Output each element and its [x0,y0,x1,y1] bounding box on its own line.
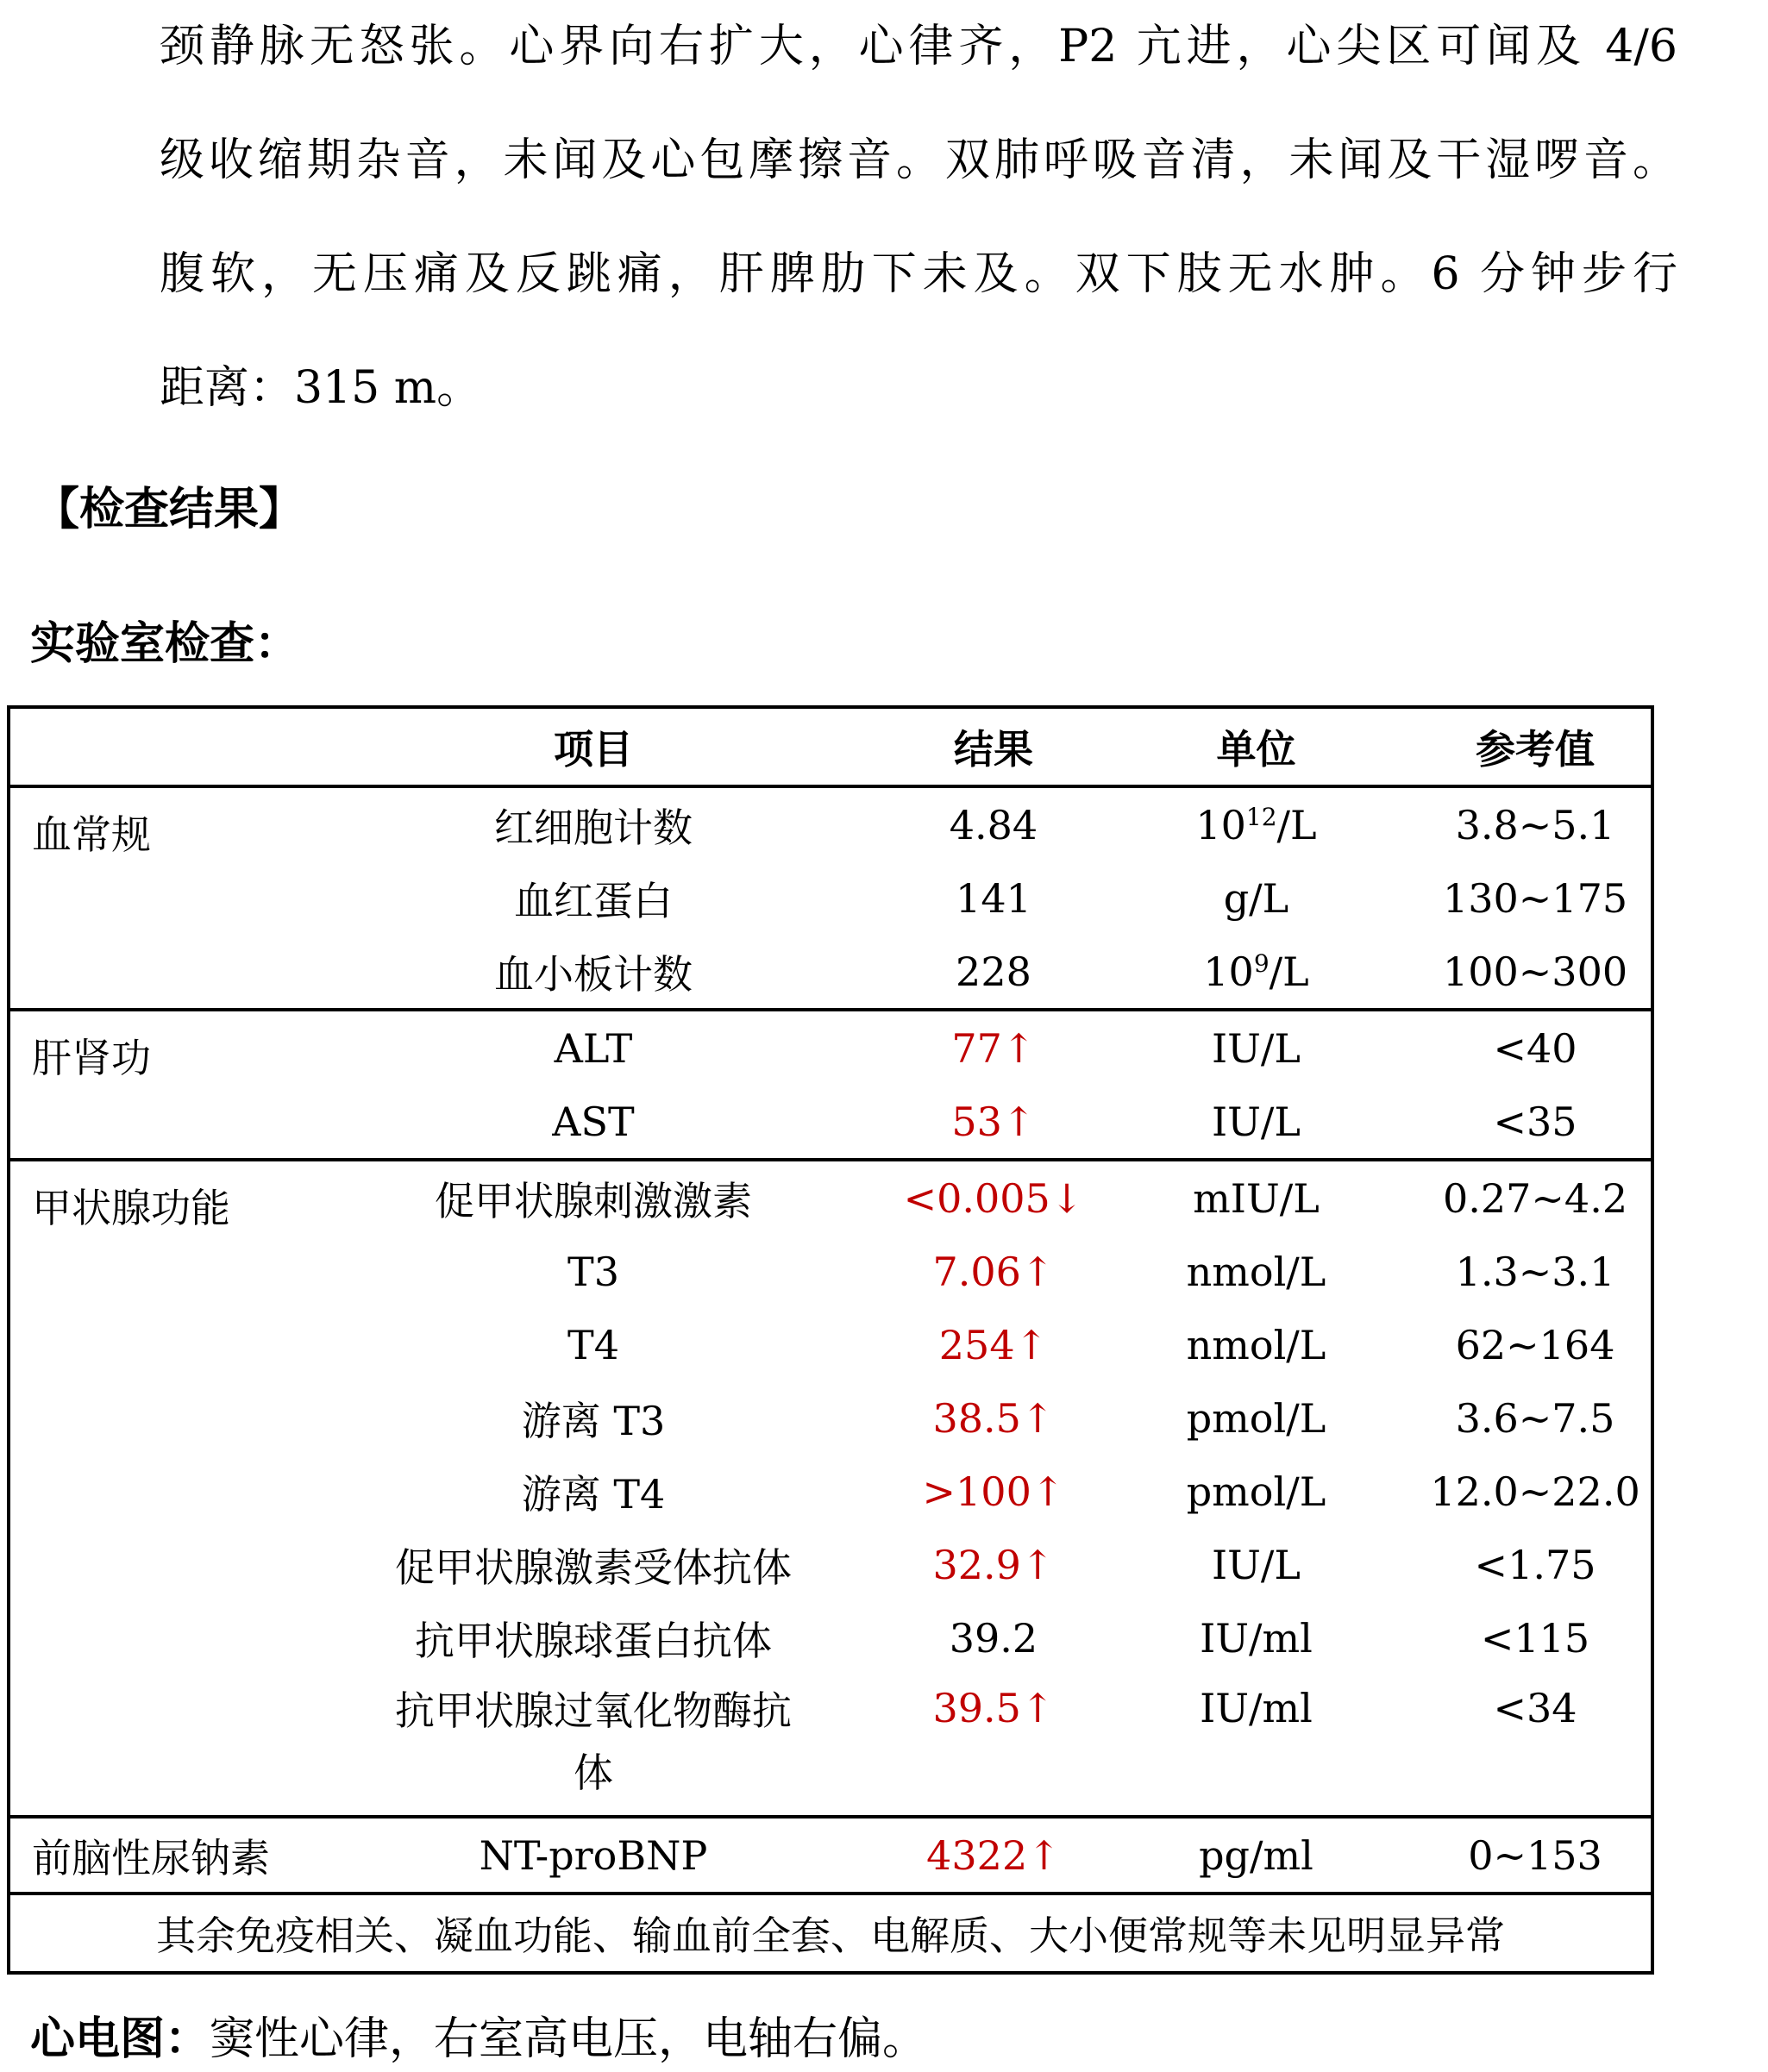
exam-line-2: 级收缩期杂音，未闻及心包摩擦音。双肺呼吸音清，未闻及干湿啰音。 [160,135,1677,186]
ecg-label: 心电图： [30,2013,210,2065]
header-reference: 参考值 [1420,707,1652,786]
item-result: <0.005↓ [903,1174,1084,1222]
item-name: 血小板计数 [292,935,894,1010]
item-result: 38.5↑ [932,1394,1055,1442]
section-title: 【检查结果】 [34,484,304,535]
item-result: 39.5↑ [894,1675,1093,1817]
lab-title: 实验室检查： [30,618,300,670]
item-reference: 3.8~5.1 [1455,801,1615,848]
item-reference: 130~175 [1442,874,1628,922]
item-reference: <35 [1420,1085,1652,1160]
item-unit: pmol/L [1186,1468,1326,1515]
header-result: 结果 [894,707,1093,786]
item-unit: pg/ml [1093,1817,1420,1894]
item-reference: 1.3~3.1 [1455,1248,1615,1295]
item-unit: $10^9/L$ [1093,935,1420,1010]
item-name: T4 [567,1321,619,1368]
item-result: 228 [894,935,1093,1010]
item-reference: 12.0~22.0 [1430,1468,1640,1515]
item-name: ALT [554,1024,633,1072]
item-name: 红细胞计数 [494,804,693,851]
item-reference: 0.27~4.2 [1442,1174,1628,1222]
item-unit: $10^{12}/L$ [1195,801,1317,848]
header-item: 项目 [292,707,894,786]
item-name: 促甲状腺刺激激素 [435,1177,752,1224]
lab-results-table [7,705,1654,1975]
item-result: 53↑ [894,1085,1093,1160]
item-name: NT-proBNP [292,1817,894,1894]
item-unit: IU/ml [1093,1675,1420,1817]
item-unit: IU/ml [1200,1614,1313,1662]
item-result: 39.2 [949,1614,1038,1662]
item-reference: 0~153 [1420,1817,1652,1894]
item-name: T3 [567,1248,619,1295]
ecg-text: 窦性心律，右室高电压，电轴右偏。 [210,2013,928,2065]
item-name: 血红蛋白 [514,877,673,924]
item-name: 抗甲状腺球蛋白抗体 [415,1617,772,1664]
item-name: 抗甲状腺过氧化物酶抗 体 [292,1675,894,1817]
table-footnote: 其余免疫相关、凝血功能、输血前全套、电解质、大小便常规等未见明显异常 [156,1912,1505,1959]
item-result: >100↑ [922,1468,1065,1515]
item-result: 77↑ [951,1024,1036,1072]
exam-line-4: 距离：315 m。 [160,362,482,414]
item-reference: <40 [1493,1024,1577,1072]
item-reference: 100~300 [1420,935,1652,1010]
table-row [9,1010,1652,1085]
item-unit: nmol/L [1186,1248,1326,1295]
item-unit: IU/L [1211,1024,1301,1072]
item-name: 游离 T4 [521,1470,666,1518]
item-unit: IU/L [1211,1541,1301,1588]
table-row [9,1817,1652,1894]
item-result: 4.84 [949,801,1038,848]
item-reference: 3.6~7.5 [1455,1394,1615,1442]
item-unit: mIU/L [1193,1174,1320,1222]
item-name: 游离 T3 [521,1397,666,1444]
item-result: 254↑ [938,1321,1049,1368]
group-liver-kidney: 肝肾功 [9,1010,292,1160]
item-result: 4322↑ [894,1817,1093,1894]
item-name: AST [292,1085,894,1160]
table-row [9,786,1652,861]
ecg-result [30,2002,927,2067]
item-unit: pmol/L [1186,1394,1326,1442]
group-blood-routine: 血常规 [9,786,292,1010]
item-reference: 62~164 [1455,1321,1615,1368]
table-footnote-row [9,1894,1652,1973]
item-unit: g/L [1223,874,1289,922]
exam-line-3: 腹软，无压痛及反跳痛，肝脾肋下未及。双下肢无水肿。6 分钟步行 [160,248,1677,300]
item-unit: IU/L [1093,1085,1420,1160]
item-result: 141 [956,874,1031,922]
table-row [9,1160,1652,1235]
item-unit: nmol/L [1186,1321,1326,1368]
table-header-row [9,707,1652,786]
item-reference: <115 [1480,1614,1590,1662]
item-result: 7.06↑ [932,1248,1055,1295]
item-reference: <1.75 [1474,1541,1596,1588]
item-reference: <34 [1420,1675,1652,1817]
group-bnp: 前脑性尿钠素 [9,1817,292,1894]
exam-line-1: 颈静脉无怒张。心界向右扩大，心律齐，P2 亢进，心尖区可闻及 4/6 [160,21,1677,72]
group-thyroid: 甲状腺功能 [9,1160,292,1817]
item-result: 32.9↑ [932,1541,1055,1588]
header-unit: 单位 [1093,707,1420,786]
header-category [9,707,292,786]
item-name: 促甲状腺激素受体抗体 [395,1543,792,1591]
